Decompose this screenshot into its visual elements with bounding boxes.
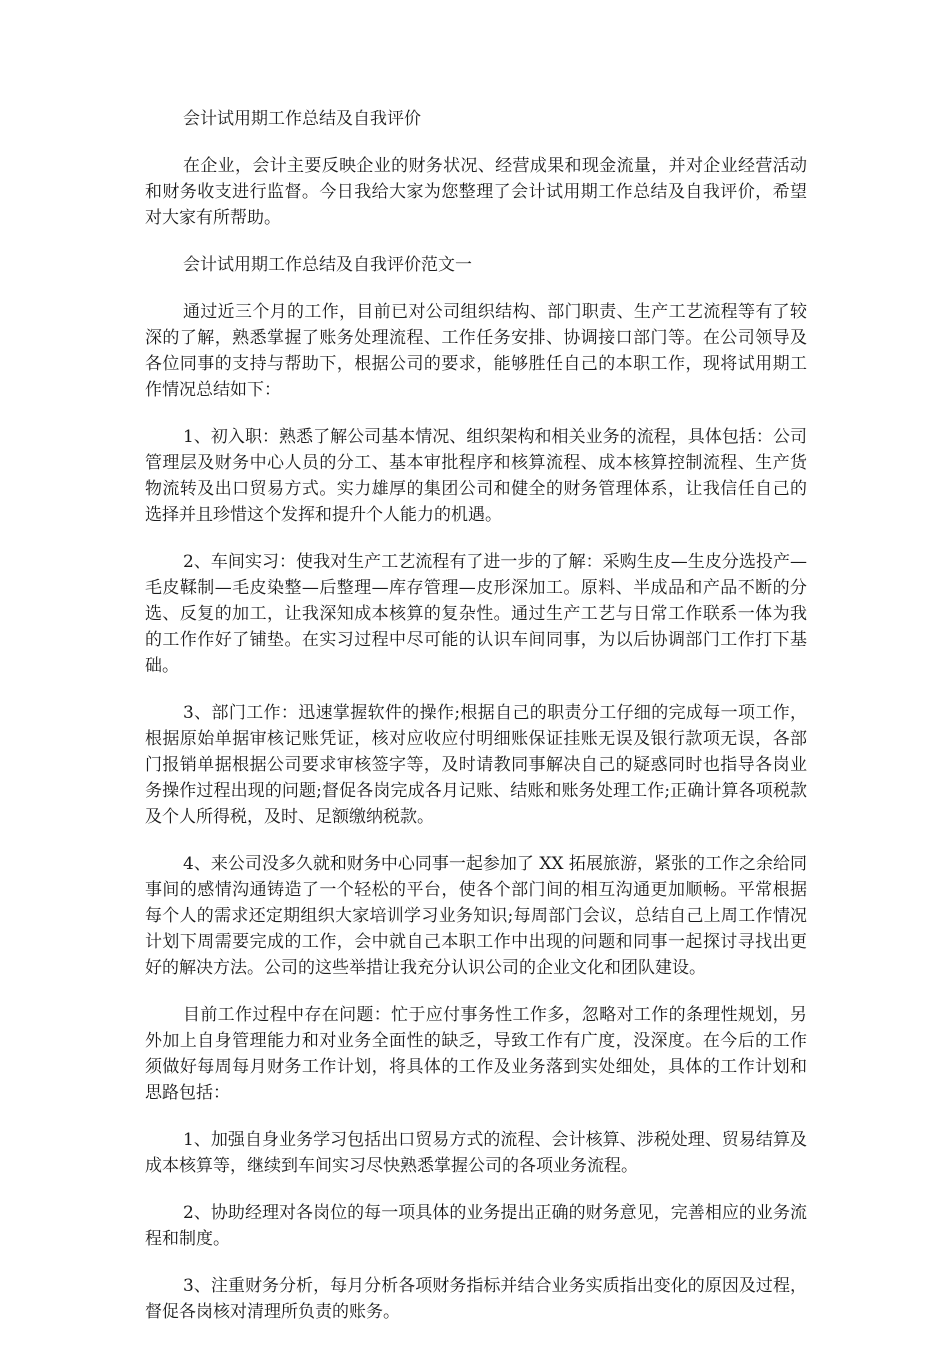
body-paragraph: 3、部门工作：迅速掌握软件的操作;根据自己的职责分工仔细的完成每一项工作，根据原始单据审核记账凭证，核对应收应付明细账保证挂账无误及银行款项无误，各部门报销单据根据公司要求审核签字等，及时请教同事解决自己的疑惑同时也指导各岗业务操作过程出现的问题;督促各岗完成各月记账、结账和账务处理工作;正确计算各项税款及个人所得税，及时、足额缴纳税款。 [145, 703, 807, 827]
body-paragraph: 3、注重财务分析，每月分析各项财务指标并结合业务实质指出变化的原因及过程，督促各岗核对清理所负责的账务。 [145, 1276, 807, 1322]
document-title: 会计试用期工作总结及自我评价 [183, 109, 421, 129]
document-page [145, 106, 807, 1346]
intro-paragraph: 在企业，会计主要反映企业的财务状况、经营成果和现金流量，并对企业经营活动和财务收支进行监督。今日我给大家为您整理了会计试用期工作总结及自我评价，希望对大家有所帮助。 [145, 156, 807, 228]
body-paragraph: 1、初入职：熟悉了解公司基本情况、组织架构和相关业务的流程，具体包括：公司管理层及财务中心人员的分工、基本审批程序和核算流程、成本核算控制流程、生产货物流转及出口贸易方式。实力雄厚的集团公司和健全的财务管理体系，让我信任自己的选择并且珍惜这个发挥和提升个人能力的机遇。 [145, 427, 807, 525]
body-paragraph: 2、协助经理对各岗位的每一项具体的业务提出正确的财务意见，完善相应的业务流程和制度。 [145, 1203, 807, 1249]
body-paragraph: 目前工作过程中存在问题：忙于应付事务性工作多，忽略对工作的条理性规划，另外加上自身管理能力和对业务全面性的缺乏，导致工作有广度，没深度。在今后的工作须做好每周每月财务工作计划，将具体的工作及业务落到实处细处，具体的工作计划和思路包括： [145, 1005, 807, 1103]
body-paragraph: 通过近三个月的工作，目前已对公司组织结构、部门职责、生产工艺流程等有了较深的了解，熟悉掌握了账务处理流程、工作任务安排、协调接口部门等。在公司领导及各位同事的支持与帮助下，根据公司的要求，能够胜任自己的本职工作，现将试用期工作情况总结如下： [145, 302, 807, 400]
body-paragraph: 4、来公司没多久就和财务中心同事一起参加了 XX 拓展旅游，紧张的工作之余给同事间的感情沟通铸造了一个轻松的平台，使各个部门间的相互沟通更加顺畅。平常根据每个人的需求还定期组织大家培训学习业务知识;每周部门会议，总结自己上周工作情况计划下周需要完成的工作，会中就自己本职工作中出现的问题和同事一起探讨寻找出更好的解决方法。公司的这些举措让我充分认识公司的企业文化和团队建设。 [145, 854, 807, 978]
section-title: 会计试用期工作总结及自我评价范文一 [183, 255, 472, 275]
body-paragraph: 1、加强自身业务学习包括出口贸易方式的流程、会计核算、涉税处理、贸易结算及成本核算等，继续到车间实习尽快熟悉掌握公司的各项业务流程。 [145, 1130, 807, 1176]
body-paragraph: 2、车间实习：使我对生产工艺流程有了进一步的了解：采购生皮—生皮分选投产—毛皮鞣制—毛皮染整—后整理—库存管理—皮形深加工。原料、半成品和产品不断的分选、反复的加工，让我深知成本核算的复杂性。通过生产工艺与日常工作联系一体为我的工作作好了铺垫。在实习过程中尽可能的认识车间同事，为以后协调部门工作打下基础。 [145, 552, 807, 676]
